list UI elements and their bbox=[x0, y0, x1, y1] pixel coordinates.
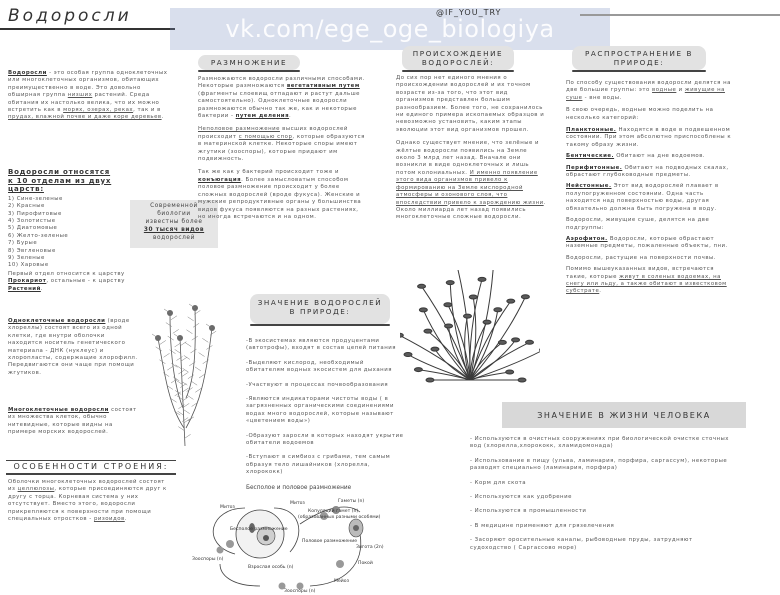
header-rule bbox=[580, 14, 780, 16]
term-periphyton: Перифитонные. bbox=[566, 164, 623, 171]
species-line: водорослей bbox=[153, 235, 195, 241]
intro-text: - это особая группа одноклеточных или многоклеточных организмов, обитающих преимущественно в воде. Это довольно обширная группа bbox=[8, 70, 168, 99]
link-plants: Растений bbox=[8, 285, 41, 292]
algae-illustration-left bbox=[140, 298, 230, 448]
division-item: 9) Зеленые bbox=[8, 255, 45, 262]
reproduction-text: Размножаются водоросли различными способами. Некоторые размножаются вегетативным путем (фрагменты слоевищ отпадают и растут дальше самостоятельно). Одноклеточные водоросли размножаются обычно так же, как и некоторые бактерии - путем деления. Неполовое размножение высших водорослей происходит с помощью спор, которые образуются в материнской клетке. Некоторые споры имеют жгутики (зооспоры), которые придают им подвижность. Так же как у бактерий происходит тоже и конъюгация. Более замысловатым способом половое размножение происходит у более сложных водорослей (вроде фукуса). Женские и мужские репродуктивные органы у большинства видов фукуса появляются на разных растениях, но иногда встречаются и на одном. bbox=[198, 76, 365, 220]
distribution-soil: Водоросли, растущие на поверхности почвы. bbox=[566, 254, 716, 261]
division-item: 2) Красные bbox=[8, 203, 45, 210]
term-benthic: Бентические. bbox=[566, 153, 615, 160]
human-value-heading: ЗНАЧЕНИЕ В ЖИЗНИ ЧЕЛОВЕКА bbox=[537, 411, 711, 420]
intro-text: . bbox=[161, 114, 164, 121]
handle: @IF_YOU_TRY bbox=[436, 8, 502, 17]
division-item: 8) Эвгленовые bbox=[8, 247, 56, 254]
human-value-heading-box bbox=[502, 402, 746, 428]
label-rest: Покой bbox=[358, 561, 373, 566]
division-item: 5) Диатомовые bbox=[8, 225, 58, 232]
label-conj-sub: (образованных разными особями) bbox=[298, 515, 381, 520]
intro-link-seas: морях, озерах, реках bbox=[63, 107, 134, 114]
link-division: путем деления bbox=[235, 113, 290, 120]
header-bar bbox=[0, 0, 780, 43]
human-value-item: - Использование в пищу (ульва, ламинария, порфира, саргассум), некоторые разводят специально (ламинария, порфира) bbox=[470, 457, 728, 472]
term-aerophyton: Аэрофитон. bbox=[566, 235, 608, 242]
link-spores: с помощью спор bbox=[238, 133, 293, 140]
unicellular-text: (вроде хлореллы) состоят всего из одной клетки, где внутри оболочки находится носитель генетического материала - ДНК (нуклеус) и хлоропласты, содержащие хлорофилл. Передвигаются они чаще при помощи жгутиков. bbox=[8, 318, 138, 376]
intro-term: Водоросли bbox=[8, 70, 47, 76]
division-item: 4) Золотистые bbox=[8, 218, 56, 224]
distribution-text: По способу существования водоросли делятся на две большие группы: это водные и живущие на суше - вне воды. В свою очередь, водные можно поделить на несколько категорий: Планктонные. Находятся в воде в подвешенном состоянии. При этом абсолютно приспособлены к такому образу жизни. Бентические. Обитают на дне водоемов. Перифитонные. Обитают на подводных скалах, обрастают глубоководные предметы. Нейстонные. Этот вид водорослей плавает в полупогруженном состоянии. Одна часть находится над поверхностью воды, другая обязательно должна быть погружена в воду. Водоросли, живущие суше, делятся на две подгруппы: Аэрофитон. Водоросли, которые обрастают наземные предметы, пожаленные объекты, пни. Водоросли, растущие на поверхности почвы. Помимо вышеуказанных видов, встречаются такие, которые живут в соленых водоемах, на снегу или льду, а также обитают в известковом субстрате. bbox=[566, 80, 732, 295]
link-vegetative: вегетативным путем bbox=[286, 83, 360, 90]
human-value-item: - Используются в очистных сооружениях при биологической очистке сточных вод (хлорелла,хлорококк, хламидомонада) bbox=[470, 436, 729, 450]
structure-heading: ОСОБЕННОСТИ СТРОЕНИЯ: bbox=[13, 462, 169, 471]
divisions-heading: Водоросли относятся к 10 отделам из двух царств: bbox=[8, 168, 112, 194]
divisions-list bbox=[8, 196, 108, 270]
diagram-title: Бесполое и половое размножение bbox=[246, 485, 352, 491]
multicellular-text: состоят из множества клеток, обычно нитевидные, которые видны на примере морских водорослей. bbox=[8, 407, 137, 436]
structure-text: Оболочки многоклеточных водорослей состоят из целлюлозы, которые присоединяются друг к другу с торца. Корневая система у них отсутствует. Вместо этого, водоросли прикрепляются к поверхности при помощи специальных отростков - ризоидов. bbox=[8, 479, 167, 523]
term-neuston: Нейстонные. bbox=[566, 183, 612, 190]
human-value-item: - В медицине применяют для грязелечения bbox=[470, 522, 615, 529]
human-value-list bbox=[470, 436, 732, 559]
nature-value-heading: ЗНАЧЕНИЕ ВОДОРОСЛЕЙ В ПРИРОДЕ: bbox=[257, 298, 383, 316]
intro-text: растений. Среда обитания их настолько велика, что их можно встретить как в bbox=[8, 92, 160, 114]
origin-heading-box bbox=[402, 46, 514, 70]
species-line: биологии bbox=[157, 211, 191, 217]
multicellular-term: Многоклеточные водоросли bbox=[8, 407, 109, 413]
reproduction-heading-box bbox=[198, 55, 300, 70]
label-sexual: Половое размножение bbox=[302, 539, 358, 544]
nature-value-item: -В экосистемах являются продуцентами (автотрофы), входят в состав цепей питания bbox=[246, 338, 397, 352]
link-conjugation: конъюгация bbox=[198, 176, 242, 183]
origin-highlight: И именно появление этого вида организмов привело к формированию на Земле кислородной атмосферы и озонового слоя, что впоследствии привело к зарождению жизни bbox=[396, 169, 544, 206]
link-rhizoids: ризоидов bbox=[93, 516, 125, 523]
intro-section bbox=[8, 70, 168, 126]
link-aquatic: водные bbox=[652, 87, 677, 94]
term-plankton: Планктонные. bbox=[566, 127, 617, 134]
watermark: vk.com/ege_oge_biologiya bbox=[170, 8, 610, 50]
multicellular-section bbox=[8, 407, 140, 437]
label-zoospores-bottom: Зооспоры (n) bbox=[284, 589, 316, 594]
nature-value-item: -Выделяют кислород, необходимый обитателям водных экосистем для дыхания bbox=[246, 359, 392, 374]
origin-heading: ПРОИСХОЖДЕНИЕ ВОДОРОСЛЕЙ: bbox=[412, 49, 504, 67]
title-underline bbox=[0, 28, 175, 30]
unicellular-section bbox=[8, 318, 140, 377]
nature-value-item: -Являются индикаторами чистоты воды ( в загрязненных органическими соединениями водах много водорослей, которые называют «цветением воды») bbox=[246, 396, 394, 425]
distribution-heading-box bbox=[572, 46, 706, 70]
structure-heading-wrap bbox=[6, 460, 176, 474]
nature-value-list bbox=[246, 338, 404, 484]
division-item: 10) Харовые bbox=[8, 262, 49, 269]
origin-p1: До сих пор нет единого мнения о происхождении водорослей и их точном возрасте из-за того, что этот вид организмов представлен большим разнообразием. Более того, не сохранилось ни единого примера ископаемых образцов и невозможно установить, каким этапы эволюции этот вид организмов прошел. bbox=[396, 75, 545, 133]
nature-value-item: -Участвуют в процессах почвообразования bbox=[246, 381, 389, 388]
label-conj: Копуляций гамет (n) bbox=[308, 509, 359, 514]
distribution-p2: В свою очередь, водные можно поделить на несколько категорий: bbox=[566, 107, 714, 121]
algae-illustration-center bbox=[400, 270, 540, 390]
intro-link-soil: прудах, влажной почве и даже коре деревьев bbox=[8, 114, 162, 121]
divisions-note: Первый отдел относится к царству Прокариот, остальные - к царству Растений. bbox=[8, 270, 125, 292]
species-line: известны более bbox=[145, 219, 203, 225]
unicellular-term: Одноклеточные водоросли bbox=[8, 318, 106, 324]
label-asexual: Бесполое размножение bbox=[230, 527, 288, 532]
human-value-item: - Используются в промышленности bbox=[470, 508, 587, 515]
label-meiosis: Мейоз bbox=[334, 579, 350, 584]
distribution-land: Водоросли, живущие суше, делятся на две подгруппы: bbox=[566, 217, 710, 231]
page-title: Водоросли bbox=[8, 6, 132, 26]
label-mitosis-left: Митоз bbox=[220, 505, 235, 510]
human-value-item: - Используются как удобрение bbox=[470, 494, 572, 501]
division-item: 1) Сине-зеленые bbox=[8, 195, 63, 202]
species-count: 30 тысяч видов bbox=[143, 227, 205, 233]
reproduction-heading: РАЗМНОЖЕНИЕ bbox=[210, 58, 288, 67]
division-item: 7) Бурые bbox=[8, 240, 38, 247]
distribution-heading: РАСПРОСТРАНЕНИЕ В ПРИРОДЕ: bbox=[584, 49, 693, 67]
human-value-item: - Засоряют оросительные каналы, рыбоводные пруды, затрудняют судоходство ( Саргассово море) bbox=[470, 537, 693, 551]
nature-value-item: -Вступают в симбиоз с грибами, тем самым образуя тело лишайников (хлорелла, хлорококк) bbox=[246, 454, 391, 476]
label-adult: Взрослая особь (n) bbox=[248, 565, 294, 570]
intro-link-lower: низших bbox=[67, 92, 93, 99]
intro-text: , так и в bbox=[133, 107, 161, 114]
link-cellulose: целлюлозы bbox=[17, 486, 55, 493]
label-gametes: Гаметы (n) bbox=[338, 499, 365, 504]
nature-value-heading-box bbox=[250, 294, 390, 324]
distribution-extra-link: живут в соленых водоемах, на снегу или льду, а также обитают в известковом субстрате bbox=[566, 273, 727, 295]
label-mitosis-right: Митоз bbox=[290, 501, 305, 506]
link-prokaryotes: Прокариот bbox=[8, 278, 47, 285]
link-terrestrial: живущие на суше bbox=[566, 87, 725, 101]
division-item: 6) Желто-зеленые bbox=[8, 232, 69, 239]
label-zygote: Зигота (2n) bbox=[356, 545, 384, 550]
species-line: Современной bbox=[150, 203, 198, 209]
label-zoospores-left: Зооспоры (n) bbox=[192, 557, 224, 562]
division-item: 3) Пирофитовые bbox=[8, 210, 62, 217]
link-asexual: Неполовое размножение bbox=[198, 126, 280, 133]
reproduction-diagram bbox=[190, 494, 400, 594]
origin-text: До сих пор нет единого мнения о происхождении водорослей и их точном возрасте из-за того, что этот вид организмов представлен большим разнообразием. Более того, не сохранилось ни единого примера ископаемых образцов и невозможно установить, каким этапы эволюции этот вид организмов прошел. Однако существует мнение, что зелёные и жёлтые водоросли появились на Земле около 3 млрд лет назад. Вначале они возникли в виде одноклеточных и лишь потом колониальных. И именно появление этого вида организмов привело к формированию на Земле кислородной атмосферы и озонового слоя, что впоследствии привело к зарождению жизни. Около миллиарда лет назад появились многоклеточные сложные водоросли. bbox=[396, 75, 546, 221]
nature-value-item: -Образуют заросли в которых находят укрытие обитатели водоемов bbox=[246, 432, 404, 447]
human-value-item: - Корм для скота bbox=[470, 479, 527, 486]
